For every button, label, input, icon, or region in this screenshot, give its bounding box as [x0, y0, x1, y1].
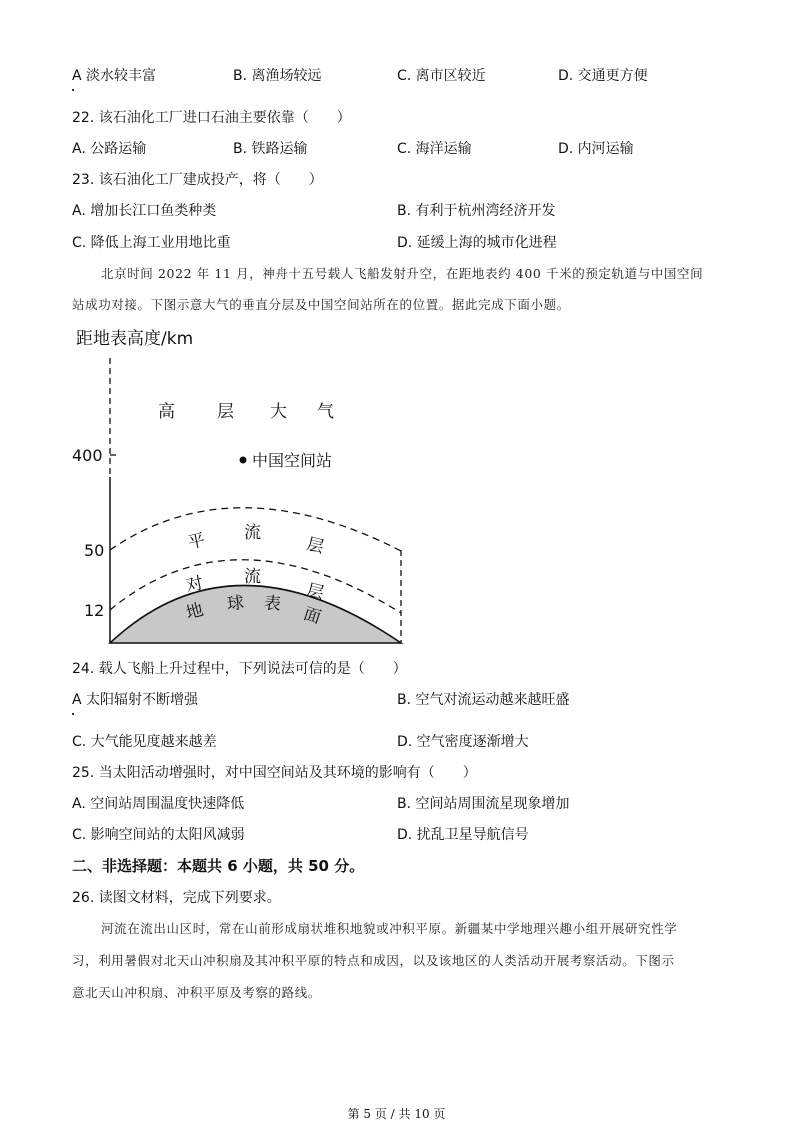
- stratosphere-char-2: 流: [244, 523, 261, 543]
- q23-option-a: A. 增加长江口鱼类种类: [72, 203, 217, 219]
- q25-option-b: B. 空间站周围流星现象增加: [397, 796, 570, 812]
- y-axis-label: 距地表高度/km: [76, 329, 194, 349]
- tick-label-12: 12: [84, 601, 105, 620]
- surface-char-4: 面: [300, 603, 324, 629]
- upper-layer-char-4: 气: [317, 402, 334, 422]
- q24-option-c: C. 大气能见度越来越差: [72, 734, 217, 750]
- q23-option-c: C. 降低上海工业用地比重: [72, 235, 231, 251]
- upper-layer-char-1: 高: [158, 402, 175, 422]
- q26-material-line1: 河流在流出山区时，常在山前形成扇状堆积地貌或冲积平原。新疆某中学地理兴趣小组开展研究性学: [101, 921, 678, 936]
- q25-option-a: A. 空间站周围温度快速降低: [72, 796, 245, 812]
- q26-material-line2: 习，利用暑假对北天山冲积扇及其冲积平原的特点和成因，以及该地区的人类活动开展考察活动。下图示: [72, 953, 675, 968]
- upper-layer-char-2: 层: [217, 402, 234, 422]
- stratosphere-char-1: 平: [186, 530, 208, 554]
- troposphere-char-3: 层: [304, 580, 326, 604]
- stray-mark: [72, 713, 74, 715]
- q23-option-d: D. 延缓上海的城市化进程: [397, 235, 557, 251]
- q21-option-d: D. 交通更方便: [558, 68, 648, 84]
- q21-option-c: C. 离市区较近: [397, 68, 486, 84]
- surface-char-2: 球: [226, 593, 246, 615]
- troposphere-char-2: 流: [244, 567, 261, 587]
- q22-option-d: D. 内河运输: [558, 141, 634, 157]
- q25-option-d: D. 扰乱卫星导航信号: [397, 827, 529, 843]
- q22-stem: 22. 该石油化工厂进口石油主要依靠（ ）: [72, 110, 351, 126]
- material1-line2: 站成功对接。下图示意大气的垂直分层及中国空间站所在的位置。据此完成下面小题。: [72, 297, 570, 312]
- stratosphere-char-3: 层: [304, 534, 326, 558]
- tick-label-50: 50: [84, 541, 105, 560]
- q24-option-d: D. 空气密度逐渐增大: [397, 734, 529, 750]
- material1-line1: 北京时间 2022 年 11 月，神舟十五号载人飞船发射升空，在距地表约 400 千米的预定轨道与中国空间: [101, 266, 704, 281]
- upper-layer-char-3: 大: [270, 402, 287, 422]
- q23-stem: 23. 该石油化工厂建成投产，将（ ）: [72, 172, 323, 188]
- space-station-dot: [240, 457, 247, 464]
- q24-option-a: A 太阳辐射不断增强: [72, 692, 199, 708]
- troposphere-char-1: 对: [184, 573, 206, 597]
- page-number-footer: 第 5 页 / 共 10 页: [347, 1107, 446, 1121]
- surface-char-1: 地: [183, 599, 206, 624]
- q24-option-b: B. 空气对流运动越来越旺盛: [397, 692, 570, 708]
- q25-option-c: C. 影响空间站的太阳风减弱: [72, 827, 245, 843]
- q26-material-line3: 意北天山冲积扇、冲积平原及考察的路线。: [72, 985, 321, 1000]
- tick-label-400: 400: [72, 446, 103, 465]
- atmosphere-layers-diagram: [60, 320, 420, 650]
- q26-stem: 26. 读图文材料，完成下列要求。: [72, 890, 281, 906]
- section-2-title: 二、非选择题：本题共 6 小题，共 50 分。: [72, 857, 365, 875]
- q25-stem: 25. 当太阳活动增强时，对中国空间站及其环境的影响有（ ）: [72, 765, 477, 781]
- q22-option-a: A. 公路运输: [72, 141, 147, 157]
- stray-mark: [72, 89, 74, 91]
- q24-stem: 24. 载人飞船上升过程中，下列说法可信的是（ ）: [72, 661, 407, 677]
- q22-option-c: C. 海洋运输: [397, 141, 472, 157]
- surface-char-3: 表: [262, 593, 282, 615]
- earth-surface-shape: [110, 586, 401, 644]
- q21-option-a: A 淡水较丰富: [72, 68, 157, 84]
- q21-option-b: B. 离渔场较远: [233, 68, 322, 84]
- q23-option-b: B. 有利于杭州湾经济开发: [397, 203, 556, 219]
- q22-option-b: B. 铁路运输: [233, 141, 308, 157]
- space-station-label: 中国空间站: [252, 451, 333, 470]
